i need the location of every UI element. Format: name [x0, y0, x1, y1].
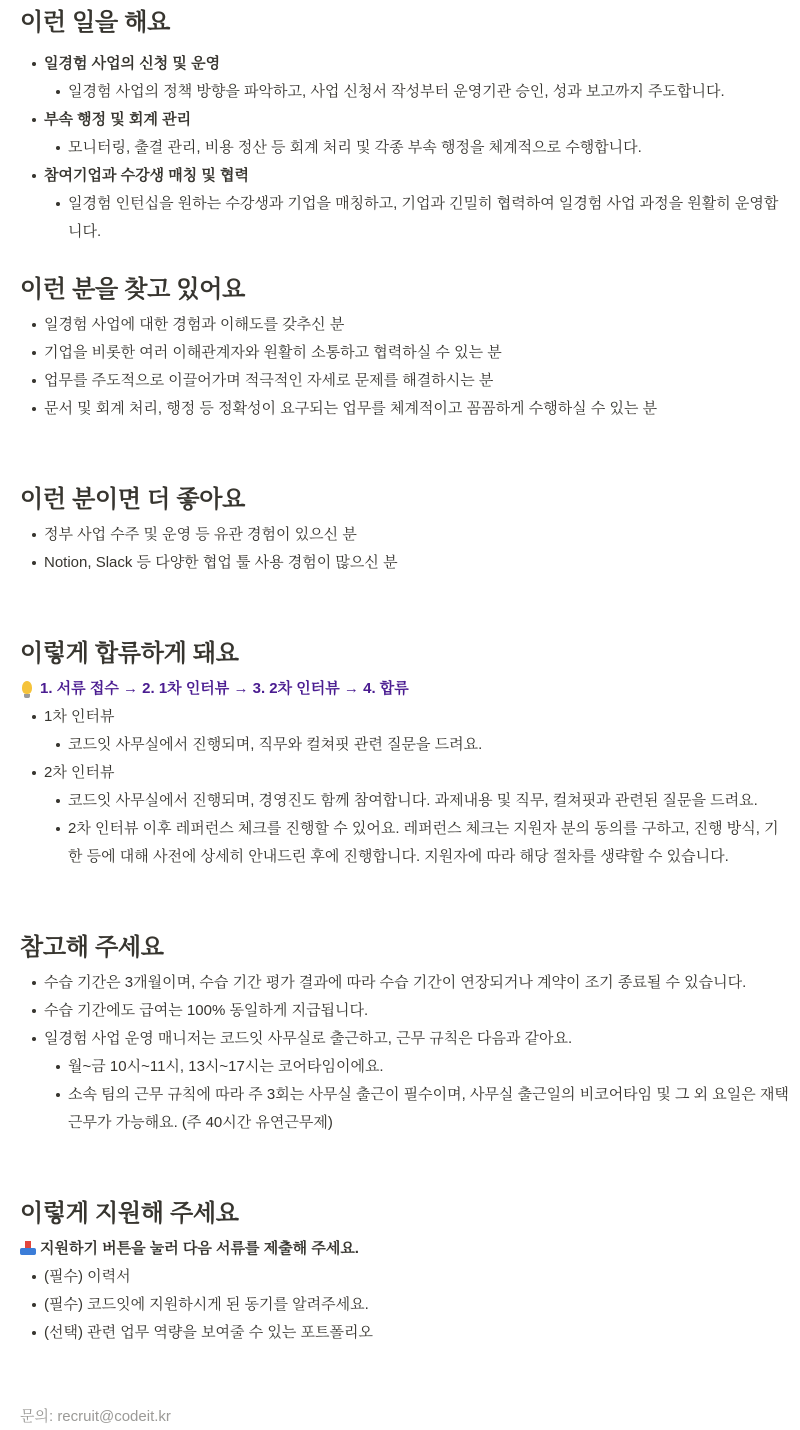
list-item: 2차 인터뷰 이후 레퍼런스 체크를 진행할 수 있어요. 레퍼런스 체크는 지원자 분의 동의를 구하고, 진행 방식, 기한 등에 대해 사전에 상세히 안내드린 후에 진행합니다. 지원자에 따라 해당 절차를 생략할 수 있습니다. — [20, 815, 790, 871]
process-list — [20, 703, 790, 871]
requirements-list — [20, 311, 790, 423]
list-item: 월~금 10시~11시, 13시~17시는 코어타임이에요. — [20, 1053, 790, 1081]
list-item: 소속 팀의 근무 규칙에 따라 주 3회는 사무실 출근이 필수이며, 사무실 출근일의 비코어타임 및 그 외 요일은 재택근무가 가능해요. (주 40시간 유연근무제) — [20, 1081, 790, 1137]
section-title-preferred: 이런 분이면 더 좋아요 — [20, 486, 246, 513]
preferred-list — [20, 521, 790, 577]
list-item: 부속 행정 및 회계 관리 — [20, 106, 790, 134]
list-item: (필수) 이력서 — [20, 1263, 790, 1291]
apply-list — [20, 1263, 790, 1347]
section-title-notes: 참고해 주세요 — [20, 934, 164, 961]
list-item: 정부 사업 수주 및 운영 등 유관 경험이 있으신 분 — [20, 521, 790, 549]
process-callout — [20, 675, 790, 703]
list-item: (선택) 관련 업무 역량을 보여줄 수 있는 포트폴리오 — [20, 1319, 790, 1347]
inbox-tray-icon — [20, 1235, 40, 1263]
section-process — [20, 637, 790, 871]
list-item: 일경험 사업의 정책 방향을 파악하고, 사업 신청서 작성부터 운영기관 승인, 성과 보고까지 주도합니다. — [20, 78, 790, 106]
section-title-requirements: 이런 분을 찾고 있어요 — [20, 276, 246, 303]
section-work — [20, 6, 790, 246]
section-requirements — [20, 273, 790, 423]
section-title-work: 이런 일을 해요 — [20, 9, 171, 36]
list-item: (필수) 코드잇에 지원하시게 된 동기를 알려주세요. — [20, 1291, 790, 1319]
list-item: 1차 인터뷰 — [20, 703, 790, 731]
list-item: 2차 인터뷰 — [20, 759, 790, 787]
section-notes — [20, 931, 790, 1137]
apply-callout — [20, 1235, 790, 1263]
apply-instruction: 지원하기 버튼을 눌러 다음 서류를 제출해 주세요. — [40, 1240, 359, 1257]
list-item: 일경험 인턴십을 원하는 수강생과 기업을 매칭하고, 기업과 긴밀히 협력하여 일경험 사업 과정을 원활히 운영합니다. — [20, 190, 790, 246]
list-item: Notion, Slack 등 다양한 협업 툴 사용 경험이 많으신 분 — [20, 549, 790, 577]
list-item: 일경험 사업에 대한 경험과 이해도를 갖추신 분 — [20, 311, 790, 339]
list-item: 코드잇 사무실에서 진행되며, 경영진도 함께 참여합니다. 과제내용 및 직무, 컬쳐핏과 관련된 질문을 드려요. — [20, 787, 790, 815]
section-title-process: 이렇게 합류하게 돼요 — [20, 640, 239, 667]
list-item: 일경험 사업의 신청 및 운영 — [20, 50, 790, 78]
lightbulb-icon — [20, 675, 40, 703]
section-apply — [20, 1197, 790, 1347]
list-item: 업무를 주도적으로 이끌어가며 적극적인 자세로 문제를 해결하시는 분 — [20, 367, 790, 395]
list-item: 기업을 비롯한 여러 이해관계자와 원활히 소통하고 협력하실 수 있는 분 — [20, 339, 790, 367]
list-item: 일경험 사업 운영 매니저는 코드잇 사무실로 출근하고, 근무 규칙은 다음과 같아요. — [20, 1025, 790, 1053]
process-steps: 1. 서류 접수 → 2. 1차 인터뷰 → 3. 2차 인터뷰 → 4. 합류 — [40, 680, 409, 697]
list-item: 모니터링, 출결 관리, 비용 정산 등 회계 처리 및 각종 부속 행정을 체계적으로 수행합니다. — [20, 134, 790, 162]
list-item: 문서 및 회계 처리, 행정 등 정확성이 요구되는 업무를 체계적이고 꼼꼼하게 수행하실 수 있는 분 — [20, 395, 790, 423]
section-title-apply: 이렇게 지원해 주세요 — [20, 1200, 239, 1227]
work-list — [20, 50, 790, 246]
list-item: 수습 기간에도 급여는 100% 동일하게 지급됩니다. — [20, 997, 790, 1025]
list-item: 수습 기간은 3개월이며, 수습 기간 평가 결과에 따라 수습 기간이 연장되거나 계약이 조기 종료될 수 있습니다. — [20, 969, 790, 997]
contact-footer: 문의: recruit@codeit.kr — [20, 1408, 171, 1425]
list-item: 코드잇 사무실에서 진행되며, 직무와 컬쳐핏 관련 질문을 드려요. — [20, 731, 790, 759]
notes-list — [20, 969, 790, 1137]
list-item: 참여기업과 수강생 매칭 및 협력 — [20, 162, 790, 190]
section-preferred — [20, 483, 790, 577]
